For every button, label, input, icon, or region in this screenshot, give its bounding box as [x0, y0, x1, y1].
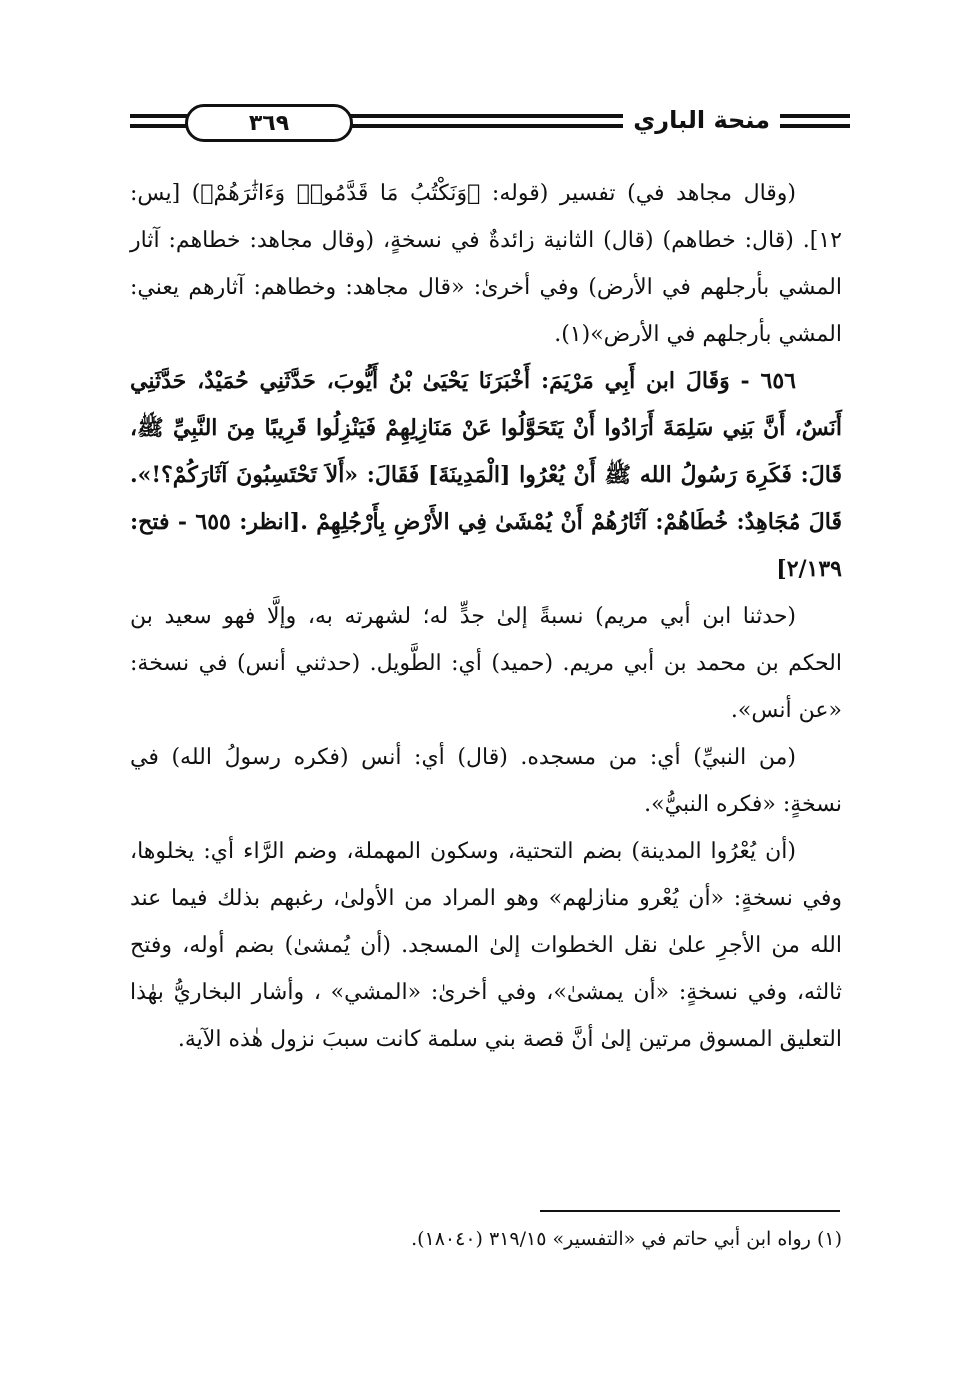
paragraph-hadith: ٦٥٦ - وَقَالَ ابن أَبِي مَرْيَمَ: أَخْبَرَنَا يَحْيَىٰ بْنُ أَيُّوبَ، حَدَّثَنِي حُمَيْدٌ، حَدَّثَنِي أَنَسٌ، أَنَّ بَنِي سَلِمَةَ أَرَادُوا أَنْ يَتَحَوَّلُوا عَنْ مَنَازِلِهِمْ فَيَنْزِلُوا قَرِيبًا مِنَ النَّبِيِّ ﷺ، قَالَ: فَكَرِهَ رَسُولُ الله ﷺ أَنْ يُعْرُوا [الْمَدِينَةَ] فَقَالَ: «أَلاَ تَحْتَسِبُونَ آثَارَكُمْ؟!». قَالَ مُجَاهِدٌ: خُطَاهُمْ: آثَارُهُمْ أَنْ يُمْشَىٰ فِي الأَرْضِ بِأَرْجُلِهِمْ .[انظر: ٦٥٥ - فتح: ٢/١٣٩] — [130, 368, 842, 582]
paragraph-commentary-2: (حدثنا ابن أبي مريم) نسبةً إلىٰ جدٍّ له؛ لشهرته به، وإلَّا فهو سعيد بن الحكم بن محمد بن أبي مريم. (حميد) أي: الطَّويل. (حدثني أنس) في نسخة: «عن أنس». — [130, 604, 842, 723]
paragraph-commentary-3: (من النبيِّ) أي: من مسجده. (قال) أي: أنس (فكره رسولُ الله) في نسخةٍ: «فكره النبيُّ». — [130, 745, 842, 817]
paragraph-commentary-4: (أن يُعْرُوا المدينة) بضم التحتية، وسكون المهملة، وضم الرَّاء أي: يخلوها، وفي نسخةٍ: «أن يُعْرو منازلهم» وهو المراد من الأولىٰ، رغبهم بذلك فيما عند الله من الأجرِ علىٰ نقل الخطوات إلىٰ المسجد. (أن يُمشىٰ) بضم أوله، وفتح ثالثه، وفي نسخةٍ: «أن يمشىٰ»، وفي أخرىٰ: «المشي» ، وأشار البخاريُّ بهٰذا التعليق المسوق مرتين إلىٰ أنَّ قصة بني سلمة كانت سببَ نزول هٰذه الآية. — [130, 839, 842, 1052]
main-text — [130, 170, 842, 1063]
page-number: ٣٦٩ — [248, 110, 290, 136]
footnote-separator — [540, 1210, 840, 1212]
paragraph-commentary-1: (وقال مجاهد في) تفسير (قوله: ﴿وَنَكْتُبُ مَا قَدَّمُوا۟ وَءَاثَٰرَهُمْ﴾) [يس: ١٢]. (قال: خطاهم) (قال) الثانية زائدةٌ في نسخةٍ، (وقال مجاهد: خطاهم: آثار المشي بأرجلهم في الأرض) وفي أخرىٰ: «قال مجاهد: وخطاهم: آثارهم يعني: المشي بأرجلهم في الأرض»(١). — [130, 181, 842, 347]
running-title: منحة الباري — [623, 106, 780, 134]
page-number-badge — [185, 104, 353, 142]
page-header — [130, 92, 850, 162]
footnote: (١) رواه ابن أبي حاتم في «التفسير» ٣١٩/١٥ (١٨٠٤٠). — [411, 1228, 842, 1250]
